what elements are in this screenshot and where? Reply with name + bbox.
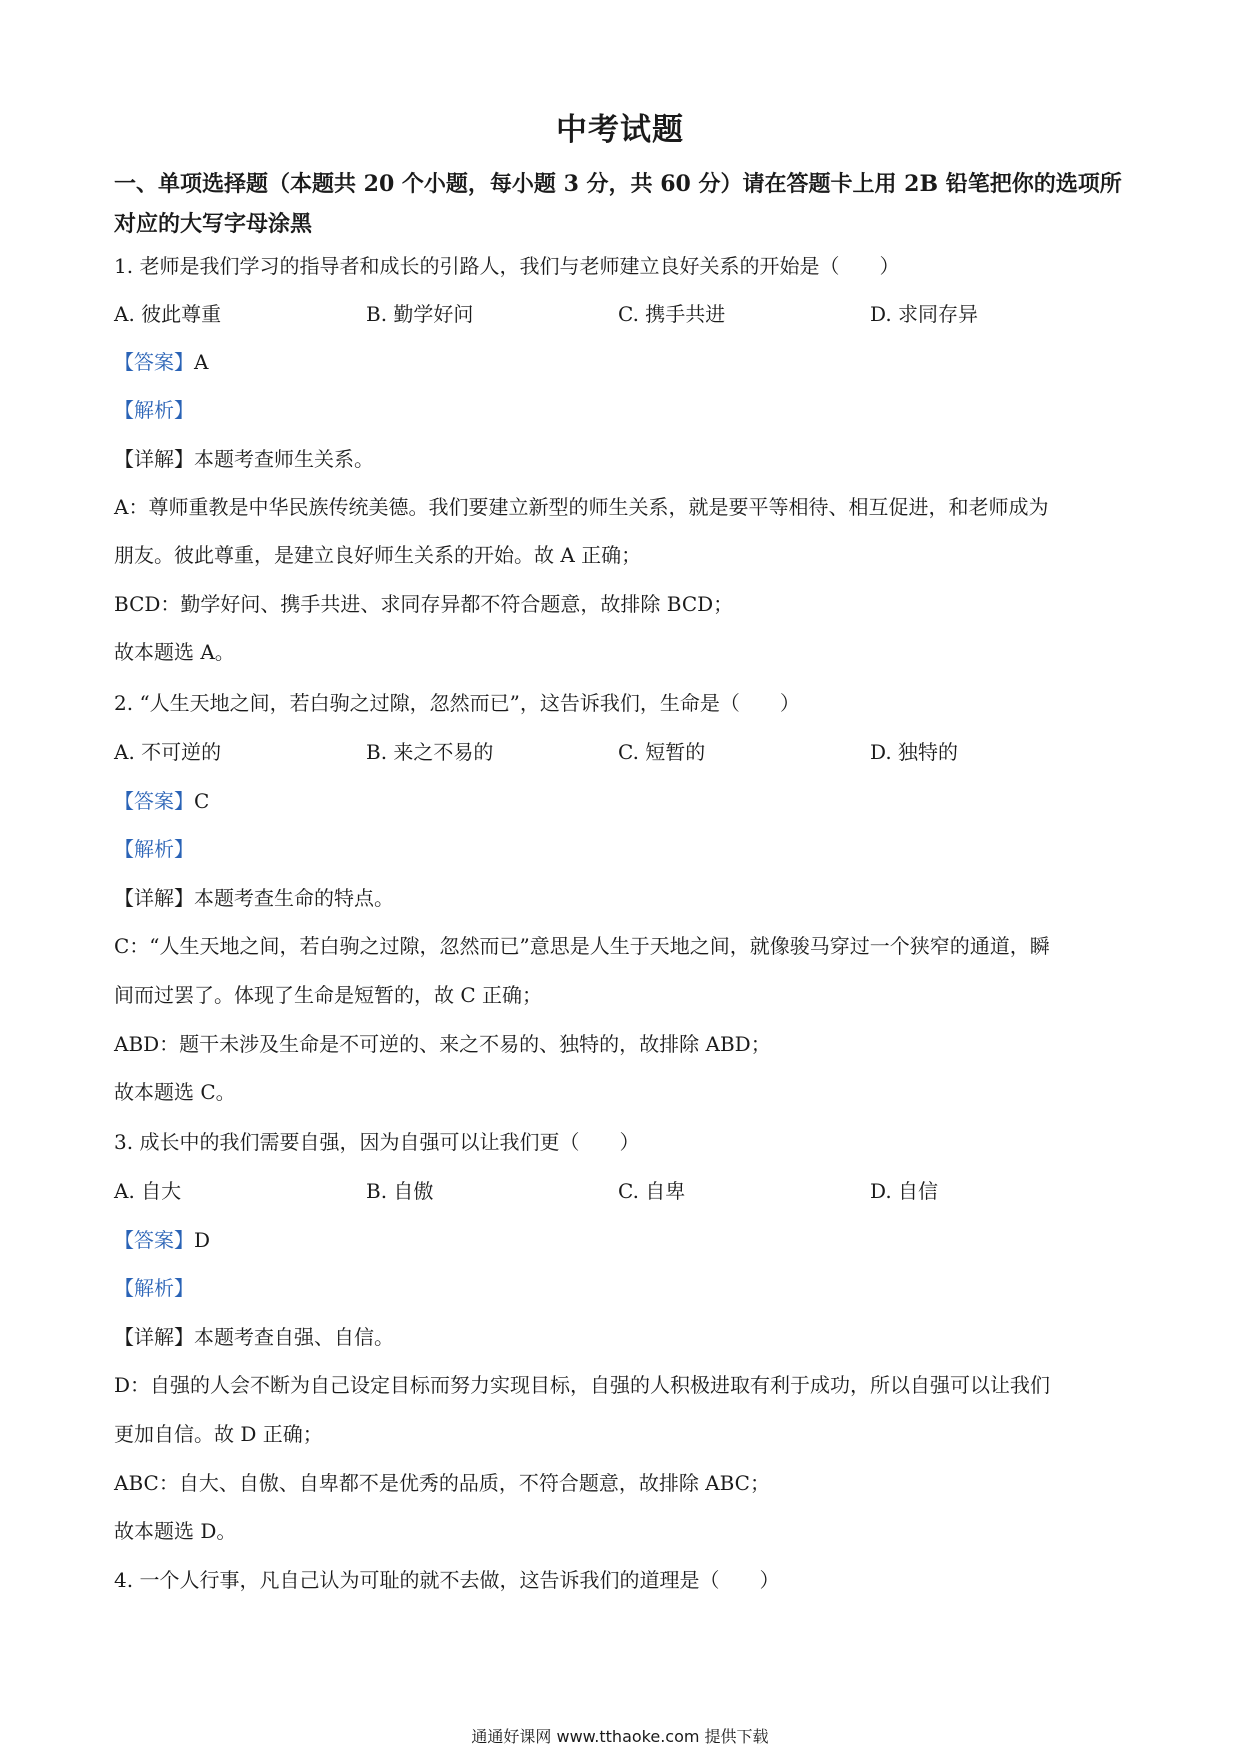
- q2-analysis-tag: 【解析】: [114, 837, 194, 861]
- q2-explanation-line: 故本题选 C。: [114, 1080, 236, 1104]
- section-heading: 一、单项选择题（本题共 20 个小题，每小题 3 分，共 60 分）请在答题卡上用 2B 铅笔把你的选项所对应的大写字母涂黑: [114, 171, 1122, 237]
- q2-option-d: D. 独特的: [870, 740, 959, 764]
- q3-option-b: B. 自傲: [366, 1179, 434, 1203]
- q3-analysis-tag: 【解析】: [114, 1276, 194, 1300]
- q1-option-b: B. 勤学好问: [366, 302, 474, 326]
- q3-explanation-line: 故本题选 D。: [114, 1519, 237, 1543]
- q1-answer: [114, 346, 208, 375]
- page-title: 中考试题: [556, 112, 684, 148]
- q2-answer: [114, 785, 209, 814]
- q1-explanation-line: BCD：勤学好问、携手共进、求同存异都不符合题意，故排除 BCD；: [114, 592, 734, 616]
- question-2-stem: 2. “人生天地之间，若白驹之过隙，忽然而已”，这告诉我们，生命是（ ）: [114, 691, 800, 715]
- q3-option-c: C. 自卑: [618, 1179, 686, 1203]
- q2-option-b: B. 来之不易的: [366, 740, 494, 764]
- q1-option-d: D. 求同存异: [870, 302, 979, 326]
- page-footer: 通通好课网 www.tthaoke.com 提供下载: [471, 1727, 769, 1746]
- q2-explanation-line: 间而过罢了。体现了生命是短暂的，故 C 正确；: [114, 983, 543, 1007]
- q3-answer: [114, 1224, 210, 1253]
- question-4-stem: 4. 一个人行事，凡自己认为可耻的就不去做，这告诉我们的道理是（ ）: [114, 1568, 780, 1592]
- question-3-stem: 3. 成长中的我们需要自强，因为自强可以让我们更（ ）: [114, 1130, 640, 1154]
- q2-explanation-line: C：“人生天地之间，若白驹之过隙，忽然而已”意思是人生于天地之间，就像骏马穿过一个狭窄的通道，瞬: [114, 934, 1050, 958]
- q1-explanation-line: A：尊师重教是中华民族传统美德。我们要建立新型的师生关系，就是要平等相待、相互促进，和老师成为: [114, 495, 1049, 519]
- q2-explanation-line: ABD：题干未涉及生命是不可逆的、来之不易的、独特的，故排除 ABD；: [114, 1032, 771, 1056]
- q3-detail: 【详解】本题考查自强、自信。: [114, 1325, 394, 1349]
- answer-tag: 【答案】: [114, 350, 194, 374]
- q1-detail: 【详解】本题考查师生关系。: [114, 447, 374, 471]
- q3-option-a: A. 自大: [114, 1179, 182, 1203]
- answer-value: D: [194, 1228, 211, 1252]
- q1-option-a: A. 彼此尊重: [114, 302, 222, 326]
- q2-detail: 【详解】本题考查生命的特点。: [114, 886, 394, 910]
- q1-option-c: C. 携手共进: [618, 302, 726, 326]
- answer-tag: 【答案】: [114, 789, 194, 813]
- q3-explanation-line: 更加自信。故 D 正确；: [114, 1422, 323, 1446]
- q2-option-c: C. 短暂的: [618, 740, 706, 764]
- q1-explanation-line: 故本题选 A。: [114, 640, 235, 664]
- q3-explanation-line: D：自强的人会不断为自己设定目标而努力实现目标，自强的人积极进取有利于成功，所以自强可以让我们: [114, 1373, 1051, 1397]
- answer-value: A: [194, 350, 209, 374]
- answer-tag: 【答案】: [114, 1228, 194, 1252]
- answer-value: C: [194, 789, 210, 813]
- q1-analysis-tag: 【解析】: [114, 398, 194, 422]
- q2-option-a: A. 不可逆的: [114, 740, 222, 764]
- q3-explanation-line: ABC：自大、自傲、自卑都不是优秀的品质，不符合题意，故排除 ABC；: [114, 1471, 770, 1495]
- question-1-stem: 1. 老师是我们学习的指导者和成长的引路人，我们与老师建立良好关系的开始是（ ）: [114, 254, 900, 278]
- q3-option-d: D. 自信: [870, 1179, 939, 1203]
- q1-explanation-line: 朋友。彼此尊重，是建立良好师生关系的开始。故 A 正确；: [114, 543, 642, 567]
